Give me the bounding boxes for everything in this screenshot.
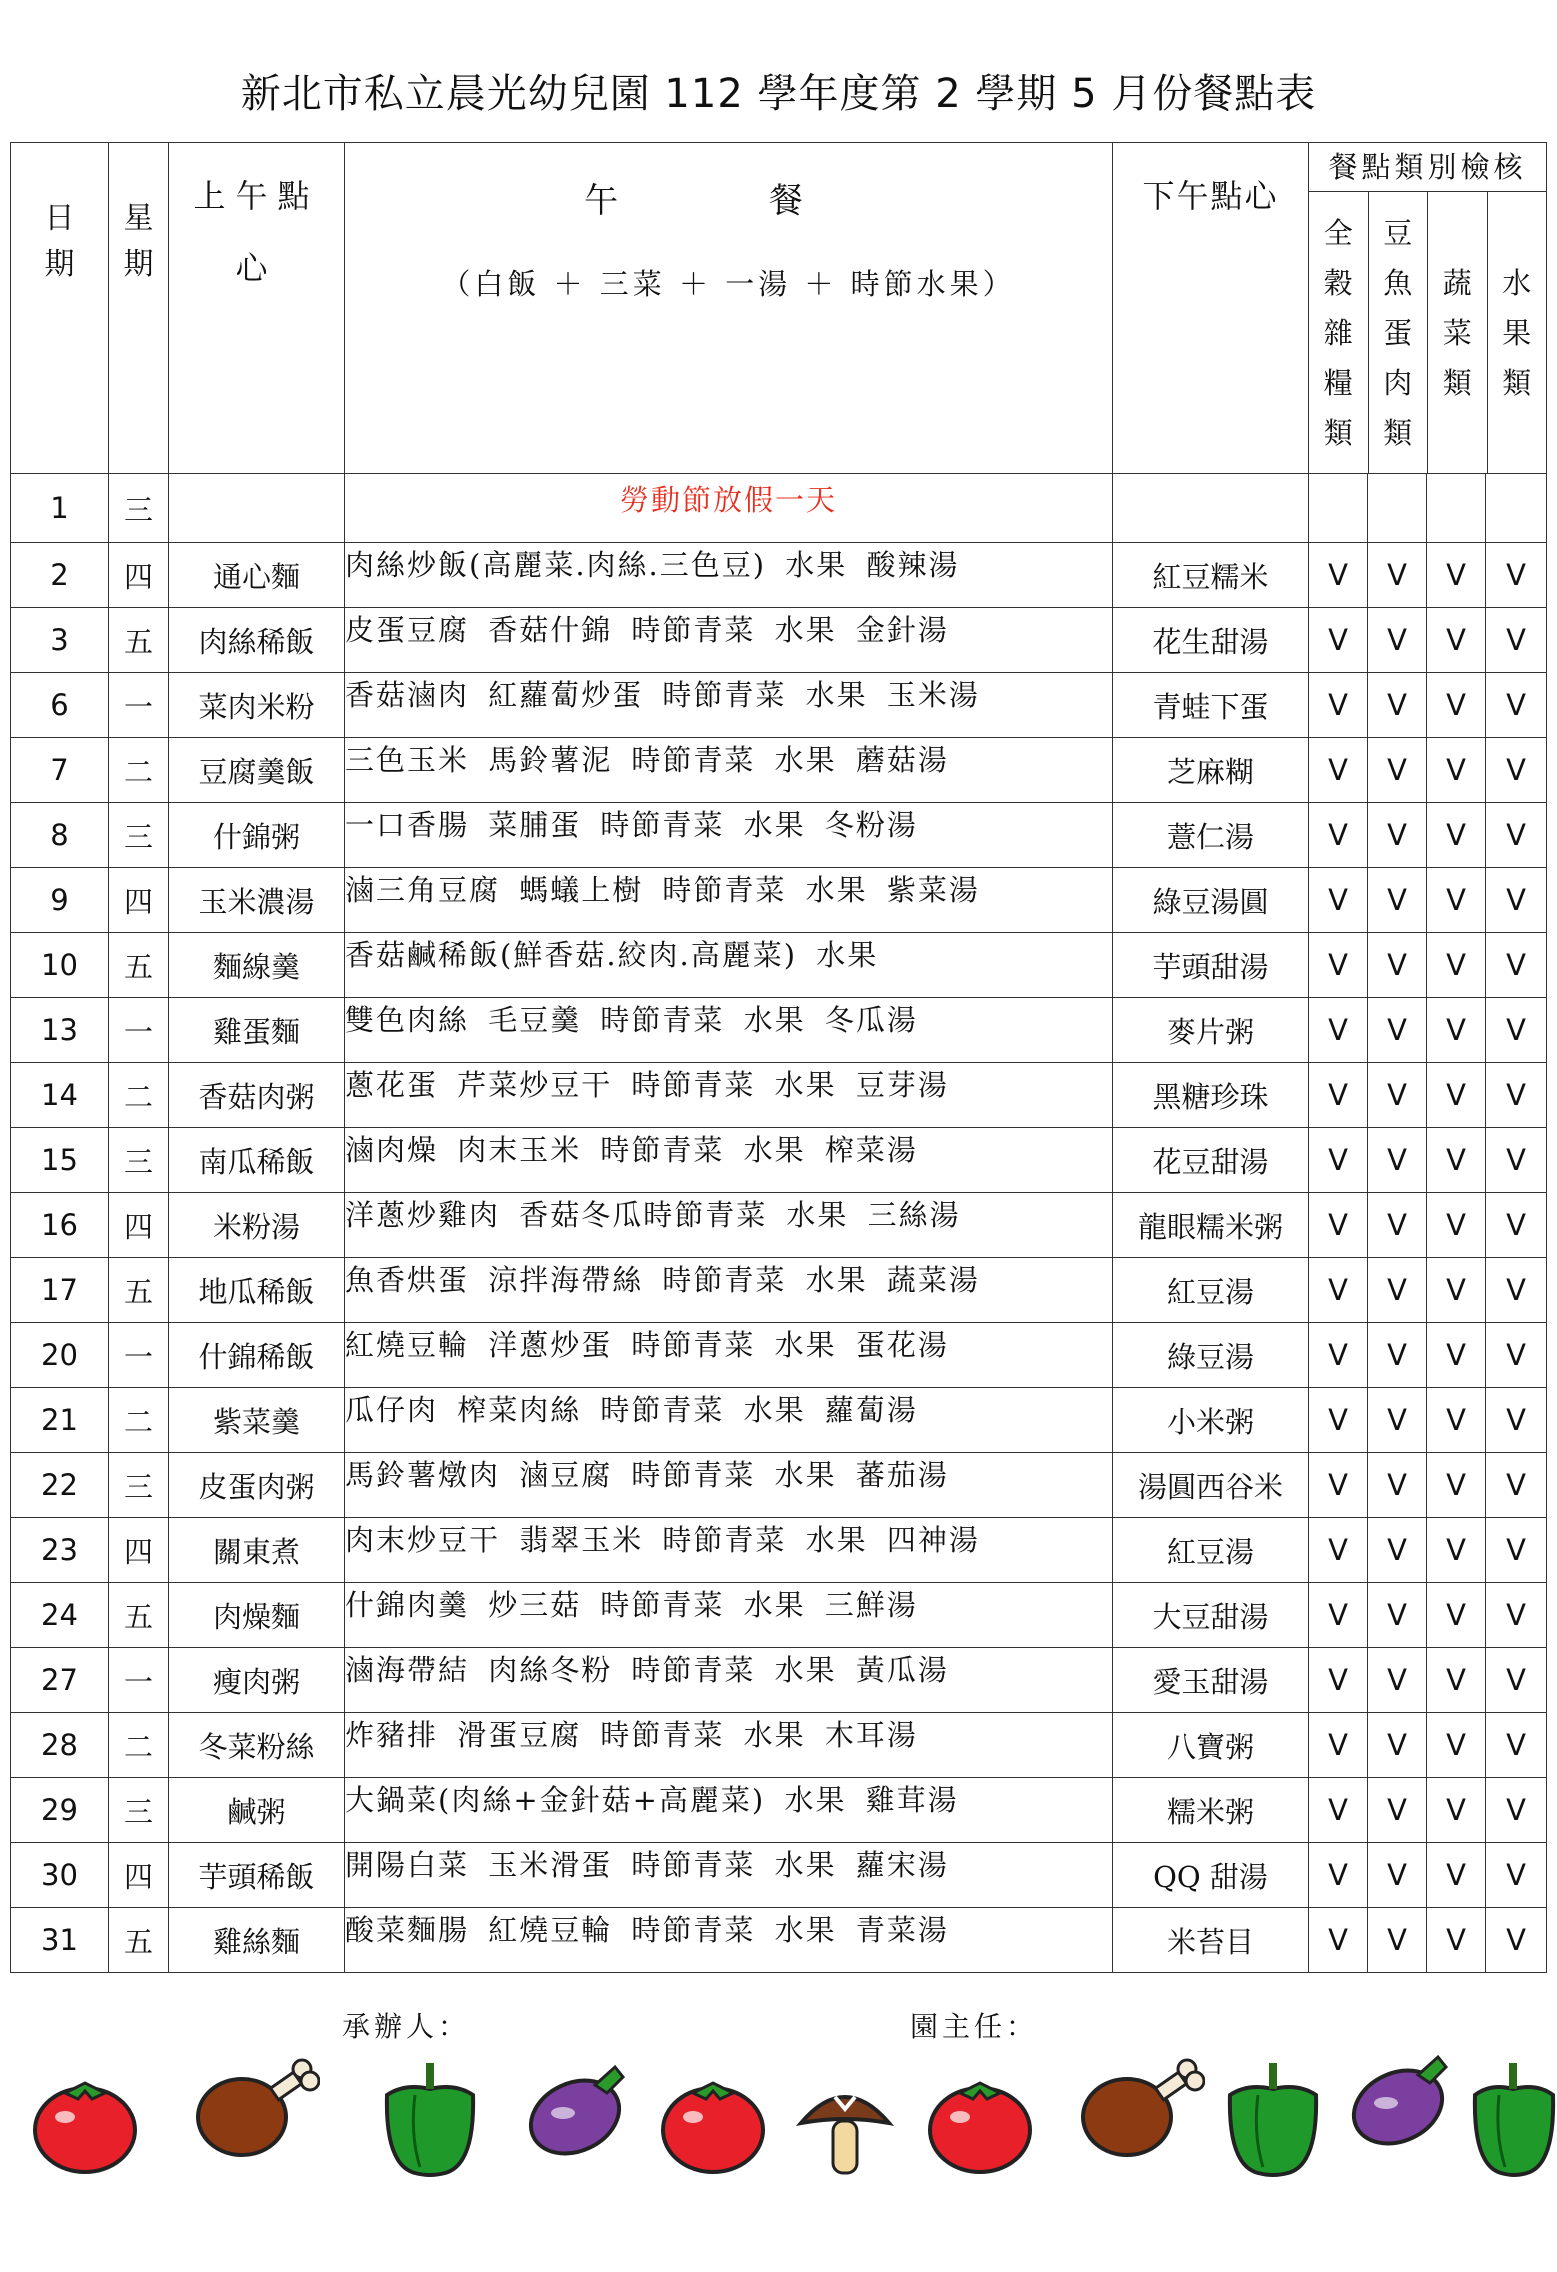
lunch-cell: 什錦肉羹 炒三菇 時節青菜 水果 三鮮湯 — [345, 1583, 1113, 1648]
check-protein-cell: V — [1368, 543, 1427, 608]
lunch-cell: 雙色肉絲 毛豆羹 時節青菜 水果 冬瓜湯 — [345, 998, 1113, 1063]
check-grain-cell: V — [1309, 1453, 1368, 1518]
check-vegetable-cell: V — [1427, 543, 1486, 608]
check-fruit-cell: V — [1486, 1843, 1547, 1908]
category-char: 糧 — [1323, 365, 1353, 400]
lunch-header: 午 餐 （白飯 ＋ 三菜 ＋ 一湯 ＋ 時節水果） — [345, 143, 1113, 474]
category-protein — [1369, 192, 1429, 473]
check-protein-cell: V — [1368, 1908, 1427, 1973]
check-fruit-cell: V — [1486, 1908, 1547, 1973]
date-cell: 21 — [11, 1388, 109, 1453]
check-vegetable-cell: V — [1427, 673, 1486, 738]
table-row — [11, 1583, 1547, 1648]
weekday-cell: 二 — [109, 1713, 169, 1778]
pm-snack-cell: 大豆甜湯 — [1113, 1583, 1309, 1648]
check-fruit-cell: V — [1486, 1193, 1547, 1258]
am-snack-cell: 什錦稀飯 — [169, 1323, 345, 1388]
check-protein-cell: V — [1368, 1258, 1427, 1323]
meal-table — [10, 142, 1547, 1973]
check-grain-cell: V — [1309, 803, 1368, 868]
drumstick-icon — [190, 2055, 320, 2165]
check-protein-cell: V — [1368, 868, 1427, 933]
category-fruit — [1488, 192, 1547, 473]
date-cell: 13 — [11, 998, 109, 1063]
category-char: 果 — [1502, 315, 1532, 350]
lunch-cell: 魚香烘蛋 涼拌海帶絲 時節青菜 水果 蔬菜湯 — [345, 1258, 1113, 1323]
am-snack-cell: 南瓜稀飯 — [169, 1128, 345, 1193]
drumstick-icon — [1075, 2055, 1205, 2165]
category-check-header — [1309, 143, 1547, 474]
am-snack-cell: 皮蛋肉粥 — [169, 1453, 345, 1518]
check-vegetable-cell: V — [1427, 1453, 1486, 1518]
weekday-cell: 五 — [109, 933, 169, 998]
pm-snack-cell: 八寶粥 — [1113, 1713, 1309, 1778]
check-fruit-cell: V — [1486, 608, 1547, 673]
weekday-cell: 四 — [109, 868, 169, 933]
weekday-cell: 四 — [109, 1843, 169, 1908]
lunch-cell: 一口香腸 菜脯蛋 時節青菜 水果 冬粉湯 — [345, 803, 1113, 868]
check-fruit-cell: V — [1486, 1648, 1547, 1713]
check-fruit-cell: V — [1486, 1778, 1547, 1843]
date-cell: 6 — [11, 673, 109, 738]
lunch-cell: 皮蛋豆腐 香菇什錦 時節青菜 水果 金針湯 — [345, 608, 1113, 673]
check-vegetable-cell: V — [1427, 738, 1486, 803]
table-row — [11, 1063, 1547, 1128]
weekday-cell: 三 — [109, 803, 169, 868]
table-row — [11, 998, 1547, 1063]
table-row — [11, 673, 1547, 738]
weekday-cell: 二 — [109, 738, 169, 803]
category-char: 類 — [1383, 415, 1413, 450]
check-grain-cell: V — [1309, 1778, 1368, 1843]
category-char: 雜 — [1323, 315, 1353, 350]
am-snack-cell: 什錦粥 — [169, 803, 345, 868]
check-fruit-cell: V — [1486, 1258, 1547, 1323]
mushroom-icon — [795, 2075, 895, 2185]
green-pepper-icon — [1218, 2055, 1328, 2185]
check-grain-cell: V — [1309, 1128, 1368, 1193]
category-char: 全 — [1323, 215, 1353, 250]
table-row — [11, 1648, 1547, 1713]
date-cell: 20 — [11, 1323, 109, 1388]
check-fruit-cell: V — [1486, 738, 1547, 803]
category-char: 魚 — [1383, 265, 1413, 300]
weekday-cell: 四 — [109, 1518, 169, 1583]
pm-snack-cell: 芝麻糊 — [1113, 738, 1309, 803]
lunch-cell: 大鍋菜(肉絲+金針菇+高麗菜) 水果 雞茸湯 — [345, 1778, 1113, 1843]
weekday-cell: 四 — [109, 1193, 169, 1258]
green-pepper-icon — [375, 2055, 485, 2185]
am-snack-cell: 香菇肉粥 — [169, 1063, 345, 1128]
weekday-cell: 三 — [109, 474, 169, 543]
check-protein-cell: V — [1368, 1518, 1427, 1583]
table-row — [11, 1388, 1547, 1453]
lunch-cell: 紅燒豆輪 洋蔥炒蛋 時節青菜 水果 蛋花湯 — [345, 1323, 1113, 1388]
am-snack-cell: 紫菜羹 — [169, 1388, 345, 1453]
holiday-note: 勞動節放假一天 — [345, 474, 1113, 543]
pm-snack-cell: 湯圓西谷米 — [1113, 1453, 1309, 1518]
check-fruit-cell: V — [1486, 933, 1547, 998]
check-protein-cell: V — [1368, 1323, 1427, 1388]
check-grain-cell: V — [1309, 543, 1368, 608]
table-row — [11, 1518, 1547, 1583]
tomato-icon — [658, 2055, 768, 2175]
check-vegetable-cell: V — [1427, 1648, 1486, 1713]
pm-snack-cell: 綠豆湯圓 — [1113, 868, 1309, 933]
check-vegetable-cell: V — [1427, 1713, 1486, 1778]
am-snack-cell: 豆腐羹飯 — [169, 738, 345, 803]
check-grain-cell: V — [1309, 738, 1368, 803]
lunch-cell: 洋蔥炒雞肉 香菇冬瓜時節青菜 水果 三絲湯 — [345, 1193, 1113, 1258]
check-vegetable-cell: V — [1427, 868, 1486, 933]
check-grain-cell: V — [1309, 1843, 1368, 1908]
check-protein-cell: V — [1368, 1778, 1427, 1843]
check-vegetable-cell: V — [1427, 998, 1486, 1063]
am-snack-cell — [169, 474, 345, 543]
lunch-cell: 肉末炒豆干 翡翠玉米 時節青菜 水果 四神湯 — [345, 1518, 1113, 1583]
am-snack-cell: 雞絲麵 — [169, 1908, 345, 1973]
table-row — [11, 608, 1547, 673]
category-char: 穀 — [1323, 265, 1353, 300]
check-protein-cell: V — [1368, 1388, 1427, 1453]
check-protein-cell: V — [1368, 608, 1427, 673]
lunch-cell: 香菇滷肉 紅蘿蔔炒蛋 時節青菜 水果 玉米湯 — [345, 673, 1113, 738]
am-snack-header: 上午點 心 — [169, 143, 345, 474]
check-fruit-cell: V — [1486, 1388, 1547, 1453]
check-vegetable-cell: V — [1427, 1843, 1486, 1908]
lunch-cell: 滷三角豆腐 螞蟻上樹 時節青菜 水果 紫菜湯 — [345, 868, 1113, 933]
check-protein-cell: V — [1368, 998, 1427, 1063]
category-char: 蛋 — [1383, 315, 1413, 350]
check-vegetable-cell: V — [1427, 1908, 1486, 1973]
date-cell: 1 — [11, 474, 109, 543]
check-vegetable-cell: V — [1427, 933, 1486, 998]
green-pepper-icon — [1465, 2055, 1557, 2185]
am-snack-cell: 米粉湯 — [169, 1193, 345, 1258]
tomato-icon — [925, 2055, 1035, 2175]
table-row-holiday — [11, 474, 1547, 543]
date-cell: 10 — [11, 933, 109, 998]
am-snack-cell: 肉燥麵 — [169, 1583, 345, 1648]
weekday-cell: 二 — [109, 1063, 169, 1128]
date-cell: 15 — [11, 1128, 109, 1193]
check-fruit-cell: V — [1486, 1518, 1547, 1583]
pm-snack-header: 下午點心 — [1113, 143, 1309, 474]
category-char: 類 — [1502, 365, 1532, 400]
check-fruit-cell: V — [1486, 1713, 1547, 1778]
am-snack-cell: 地瓜稀飯 — [169, 1258, 345, 1323]
lunch-cell: 馬鈴薯燉肉 滷豆腐 時節青菜 水果 蕃茄湯 — [345, 1453, 1113, 1518]
am-snack-cell: 肉絲稀飯 — [169, 608, 345, 673]
check-protein-cell: V — [1368, 1583, 1427, 1648]
am-snack-cell: 鹹粥 — [169, 1778, 345, 1843]
am-snack-cell: 菜肉米粉 — [169, 673, 345, 738]
table-row — [11, 868, 1547, 933]
table-row — [11, 543, 1547, 608]
check-grain-cell: V — [1309, 1713, 1368, 1778]
pm-snack-cell: 麥片粥 — [1113, 998, 1309, 1063]
pm-snack-cell: 綠豆湯 — [1113, 1323, 1309, 1388]
date-cell: 3 — [11, 608, 109, 673]
check-fruit-cell: V — [1486, 1128, 1547, 1193]
am-snack-cell: 芋頭稀飯 — [169, 1843, 345, 1908]
check-fruit-cell: V — [1486, 543, 1547, 608]
check-fruit-cell: V — [1486, 673, 1547, 738]
weekday-cell: 四 — [109, 543, 169, 608]
check-fruit-cell: V — [1486, 1583, 1547, 1648]
pm-snack-cell: 糯米粥 — [1113, 1778, 1309, 1843]
category-char: 水 — [1502, 265, 1532, 300]
check-vegetable-cell: V — [1427, 1388, 1486, 1453]
am-snack-cell: 通心麵 — [169, 543, 345, 608]
table-row — [11, 1453, 1547, 1518]
pm-snack-cell: 黑糖珍珠 — [1113, 1063, 1309, 1128]
check-grain-cell: V — [1309, 1908, 1368, 1973]
pm-snack-cell: 龍眼糯米粥 — [1113, 1193, 1309, 1258]
am-snack-cell: 瘦肉粥 — [169, 1648, 345, 1713]
check-protein-cell: V — [1368, 1128, 1427, 1193]
table-row — [11, 933, 1547, 998]
am-snack-cell: 麵線羹 — [169, 933, 345, 998]
check-fruit-cell: V — [1486, 803, 1547, 868]
am-snack-cell: 雞蛋麵 — [169, 998, 345, 1063]
tomato-icon — [30, 2055, 140, 2175]
check-vegetable-cell: V — [1427, 1193, 1486, 1258]
check-vegetable-cell: V — [1427, 803, 1486, 868]
date-cell: 9 — [11, 868, 109, 933]
pm-snack-cell: 紅豆糯米 — [1113, 543, 1309, 608]
check-grain-cell: V — [1309, 1648, 1368, 1713]
category-char: 肉 — [1383, 365, 1413, 400]
check-vegetable-cell: V — [1427, 1778, 1486, 1843]
pm-snack-cell: 紅豆湯 — [1113, 1518, 1309, 1583]
date-cell: 23 — [11, 1518, 109, 1583]
category-char: 菜 — [1442, 315, 1472, 350]
weekday-cell: 三 — [109, 1778, 169, 1843]
check-fruit-cell: V — [1486, 868, 1547, 933]
check-grain-cell: V — [1309, 1063, 1368, 1128]
check-grain-cell: V — [1309, 998, 1368, 1063]
weekday-cell: 二 — [109, 1388, 169, 1453]
pm-snack-cell: 花生甜湯 — [1113, 608, 1309, 673]
table-row — [11, 1323, 1547, 1388]
weekday-cell: 三 — [109, 1453, 169, 1518]
eggplant-icon — [525, 2055, 635, 2165]
check-vegetable-cell: V — [1427, 1323, 1486, 1388]
date-cell: 17 — [11, 1258, 109, 1323]
am-snack-cell: 玉米濃湯 — [169, 868, 345, 933]
date-cell: 28 — [11, 1713, 109, 1778]
check-protein-cell: V — [1368, 933, 1427, 998]
table-row — [11, 1713, 1547, 1778]
date-cell: 2 — [11, 543, 109, 608]
check-grain-cell: V — [1309, 673, 1368, 738]
lunch-cell: 三色玉米 馬鈴薯泥 時節青菜 水果 蘑菇湯 — [345, 738, 1113, 803]
lunch-cell: 炸豬排 滑蛋豆腐 時節青菜 水果 木耳湯 — [345, 1713, 1113, 1778]
handler-label: 承辦人： — [342, 2010, 471, 2043]
check-grain-cell: V — [1309, 1583, 1368, 1648]
weekday-header: 星 期 — [109, 143, 169, 474]
date-cell: 7 — [11, 738, 109, 803]
lunch-cell: 滷肉燥 肉末玉米 時節青菜 水果 榨菜湯 — [345, 1128, 1113, 1193]
check-fruit-cell: V — [1486, 1063, 1547, 1128]
check-grain-cell: V — [1309, 1518, 1368, 1583]
check-grain-cell: V — [1309, 1388, 1368, 1453]
pm-snack-cell: QQ 甜湯 — [1113, 1843, 1309, 1908]
table-row — [11, 1843, 1547, 1908]
check-grain-cell: V — [1309, 933, 1368, 998]
check-protein-cell: V — [1368, 1713, 1427, 1778]
date-cell: 27 — [11, 1648, 109, 1713]
weekday-cell: 五 — [109, 1583, 169, 1648]
weekday-cell: 一 — [109, 1648, 169, 1713]
check-fruit-cell: V — [1486, 1453, 1547, 1518]
weekday-cell: 一 — [109, 998, 169, 1063]
date-cell: 22 — [11, 1453, 109, 1518]
category-grain — [1309, 192, 1369, 473]
table-row — [11, 738, 1547, 803]
lunch-cell: 滷海帶結 肉絲冬粉 時節青菜 水果 黃瓜湯 — [345, 1648, 1113, 1713]
category-check-title: 餐點類別檢核 — [1309, 143, 1546, 192]
check-vegetable-cell: V — [1427, 608, 1486, 673]
lunch-cell: 酸菜麵腸 紅燒豆輪 時節青菜 水果 青菜湯 — [345, 1908, 1113, 1973]
weekday-cell: 五 — [109, 608, 169, 673]
check-fruit-cell: V — [1486, 1323, 1547, 1388]
weekday-cell: 五 — [109, 1908, 169, 1973]
check-protein-cell: V — [1368, 1063, 1427, 1128]
lunch-cell: 蔥花蛋 芹菜炒豆干 時節青菜 水果 豆芽湯 — [345, 1063, 1113, 1128]
am-snack-cell: 冬菜粉絲 — [169, 1713, 345, 1778]
pm-snack-cell: 紅豆湯 — [1113, 1258, 1309, 1323]
check-vegetable-cell: V — [1427, 1128, 1486, 1193]
category-vegetable — [1428, 192, 1488, 473]
date-cell: 29 — [11, 1778, 109, 1843]
eggplant-icon — [1348, 2045, 1458, 2155]
check-protein-cell: V — [1368, 1648, 1427, 1713]
director-label: 園主任： — [910, 2010, 1039, 2043]
pm-snack-cell: 薏仁湯 — [1113, 803, 1309, 868]
check-vegetable-cell: V — [1427, 1258, 1486, 1323]
check-vegetable-cell: V — [1427, 1518, 1486, 1583]
weekday-cell: 五 — [109, 1258, 169, 1323]
weekday-cell: 三 — [109, 1128, 169, 1193]
page-title: 新北市私立晨光幼兒園 112 學年度第 2 學期 5 月份餐點表 — [240, 71, 1317, 117]
check-grain-cell: V — [1309, 868, 1368, 933]
pm-snack-cell: 花豆甜湯 — [1113, 1128, 1309, 1193]
date-cell: 14 — [11, 1063, 109, 1128]
lunch-cell: 香菇鹹稀飯(鮮香菇.絞肉.高麗菜) 水果 — [345, 933, 1113, 998]
am-snack-cell: 關東煮 — [169, 1518, 345, 1583]
table-row — [11, 1258, 1547, 1323]
category-char: 蔬 — [1442, 265, 1472, 300]
date-cell: 8 — [11, 803, 109, 868]
table-row — [11, 1778, 1547, 1843]
pm-snack-cell: 米苔目 — [1113, 1908, 1309, 1973]
check-protein-cell: V — [1368, 1193, 1427, 1258]
date-cell: 31 — [11, 1908, 109, 1973]
date-cell: 24 — [11, 1583, 109, 1648]
check-protein-cell: V — [1368, 673, 1427, 738]
category-char: 豆 — [1383, 215, 1413, 250]
date-cell: 16 — [11, 1193, 109, 1258]
lunch-cell: 肉絲炒飯(高麗菜.肉絲.三色豆) 水果 酸辣湯 — [345, 543, 1113, 608]
table-row — [11, 803, 1547, 868]
check-protein-cell: V — [1368, 1843, 1427, 1908]
pm-snack-cell: 小米粥 — [1113, 1388, 1309, 1453]
check-grain-cell: V — [1309, 1193, 1368, 1258]
category-char: 類 — [1442, 365, 1472, 400]
check-grain-cell: V — [1309, 608, 1368, 673]
pm-snack-cell: 愛玉甜湯 — [1113, 1648, 1309, 1713]
table-row — [11, 1193, 1547, 1258]
table-row — [11, 1908, 1547, 1973]
pm-snack-cell: 芋頭甜湯 — [1113, 933, 1309, 998]
lunch-cell: 瓜仔肉 榨菜肉絲 時節青菜 水果 蘿蔔湯 — [345, 1388, 1113, 1453]
pm-snack-cell: 青蛙下蛋 — [1113, 673, 1309, 738]
category-char: 類 — [1323, 415, 1353, 450]
check-grain-cell: V — [1309, 1323, 1368, 1388]
check-grain-cell: V — [1309, 1258, 1368, 1323]
check-protein-cell: V — [1368, 738, 1427, 803]
date-header: 日 期 — [11, 143, 109, 474]
lunch-cell: 開陽白菜 玉米滑蛋 時節青菜 水果 蘿宋湯 — [345, 1843, 1113, 1908]
table-row — [11, 1128, 1547, 1193]
check-vegetable-cell: V — [1427, 1583, 1486, 1648]
weekday-cell: 一 — [109, 1323, 169, 1388]
check-fruit-cell: V — [1486, 998, 1547, 1063]
check-vegetable-cell: V — [1427, 1063, 1486, 1128]
check-protein-cell: V — [1368, 1453, 1427, 1518]
weekday-cell: 一 — [109, 673, 169, 738]
check-protein-cell: V — [1368, 803, 1427, 868]
date-cell: 30 — [11, 1843, 109, 1908]
